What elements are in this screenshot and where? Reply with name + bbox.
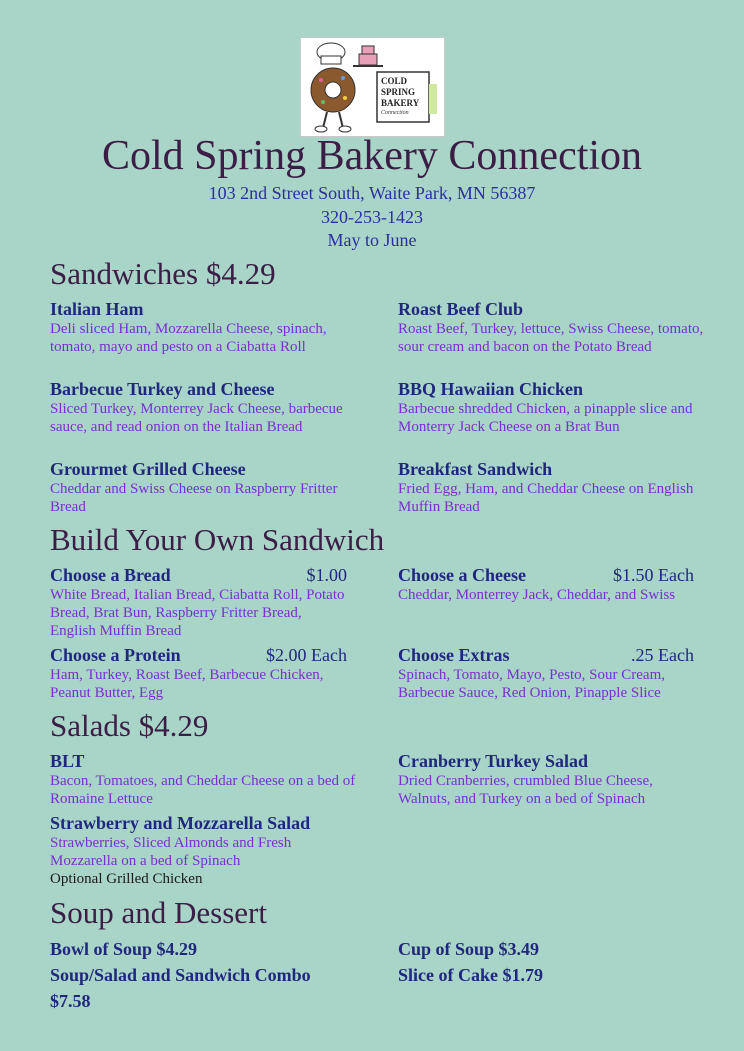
menu-item — [50, 645, 347, 702]
menu-item — [50, 459, 360, 516]
item-name: Soup/Salad and Sandwich Combo $7.58 — [50, 965, 311, 1011]
menu-item — [50, 936, 360, 1014]
item-note: Optional Grilled Chicken — [50, 871, 203, 887]
item-desc: Cheddar and Swiss Cheese on Raspberry Fritter Bread — [50, 481, 338, 515]
item-desc: Spinach, Tomato, Mayo, Pesto, Sour Cream, Barbecue Sauce, Red Onion, Pinapple Slice — [398, 667, 665, 701]
item-name: Strawberry and Mozzarella Salad — [50, 813, 311, 833]
menu-item — [50, 565, 347, 640]
menu-item — [398, 751, 708, 808]
item-desc: Roast Beef, Turkey, lettuce, Swiss Cheese, tomato, sour cream and bacon on the Potato Bread — [398, 321, 704, 355]
item-name: Choose a Cheese — [398, 565, 526, 585]
item-name: Grourmet Grilled Cheese — [50, 459, 246, 479]
item-desc: Strawberries, Sliced Almonds and Fresh Mozzarella on a bed of Spinach — [50, 835, 292, 869]
donut-chef-mascot-icon — [301, 38, 444, 136]
item-desc: Fried Egg, Ham, and Cheddar Cheese on English Muffin Bread — [398, 481, 694, 515]
item-desc: Deli sliced Ham, Mozzarella Cheese, spinach, tomato, mayo and pesto on a Ciabatta Roll — [50, 321, 327, 355]
item-name: BBQ Hawaiian Chicken — [398, 379, 584, 399]
item-price: $1.50 Each — [613, 565, 694, 585]
address: 103 2nd Street South, Waite Park, MN 56387 — [208, 183, 536, 203]
item-name: Choose Extras — [398, 645, 510, 665]
bakery-logo — [300, 37, 445, 137]
item-desc: White Bread, Italian Bread, Ciabatta Roll, Potato Bread, Brat Bun, Raspberry Fritter Bread, English Muffin Bread — [50, 587, 345, 639]
menu-item — [398, 459, 708, 516]
menu-item — [50, 813, 360, 888]
item-name: Roast Beef Club — [398, 299, 523, 319]
item-desc: Dried Cranberries, crumbled Blue Cheese, Walnuts, and Turkey on a bed of Spinach — [398, 773, 653, 807]
item-name: BLT — [50, 751, 85, 771]
item-price: $1.00 — [306, 565, 347, 585]
section-heading-soup: Soup and Dessert — [50, 895, 267, 930]
page-title: Cold Spring Bakery Connection — [101, 133, 643, 179]
menu-item — [398, 936, 708, 988]
menu-item — [50, 299, 360, 356]
item-desc: Sliced Turkey, Monterrey Jack Cheese, barbecue sauce, and read onion on the Italian Bread — [50, 401, 343, 435]
menu-item — [50, 379, 360, 436]
item-name: Italian Ham — [50, 299, 144, 319]
menu-item — [50, 751, 360, 808]
item-name: Breakfast Sandwich — [398, 459, 553, 479]
item-name: Slice of Cake $1.79 — [398, 965, 543, 985]
section-heading-sandwiches: Sandwiches $4.29 — [50, 256, 276, 291]
item-price: .25 Each — [631, 645, 694, 665]
item-price: $2.00 Each — [266, 645, 347, 665]
item-name: Choose a Protein — [50, 645, 181, 665]
item-name: Cup of Soup $3.49 — [398, 939, 540, 959]
menu-item — [398, 565, 694, 604]
season: May to June — [327, 230, 417, 250]
menu-item — [398, 645, 694, 702]
section-heading-build: Build Your Own Sandwich — [50, 522, 385, 557]
section-heading-salads: Salads $4.29 — [50, 708, 209, 743]
item-name: Barbecue Turkey and Cheese — [50, 379, 275, 399]
item-desc: Bacon, Tomatoes, and Cheddar Cheese on a bed of Romaine Lettuce — [50, 773, 356, 807]
item-desc: Barbecue shredded Chicken, a pinapple slice and Monterry Jack Cheese on a Brat Bun — [398, 401, 693, 435]
menu-item — [398, 379, 708, 436]
logo-subtitle: Connection — [381, 110, 409, 116]
phone: 320-253-1423 — [321, 207, 423, 227]
menu-item — [398, 299, 708, 356]
item-name: Choose a Bread — [50, 565, 171, 585]
item-desc: Cheddar, Monterrey Jack, Cheddar, and Swiss — [398, 587, 676, 603]
item-name: Cranberry Turkey Salad — [398, 751, 589, 771]
item-name: Bowl of Soup $4.29 — [50, 939, 198, 959]
item-desc: Ham, Turkey, Roast Beef, Barbecue Chicken, Peanut Butter, Egg — [50, 667, 324, 701]
logo-text: COLD SPRING BAKERY — [381, 76, 420, 108]
